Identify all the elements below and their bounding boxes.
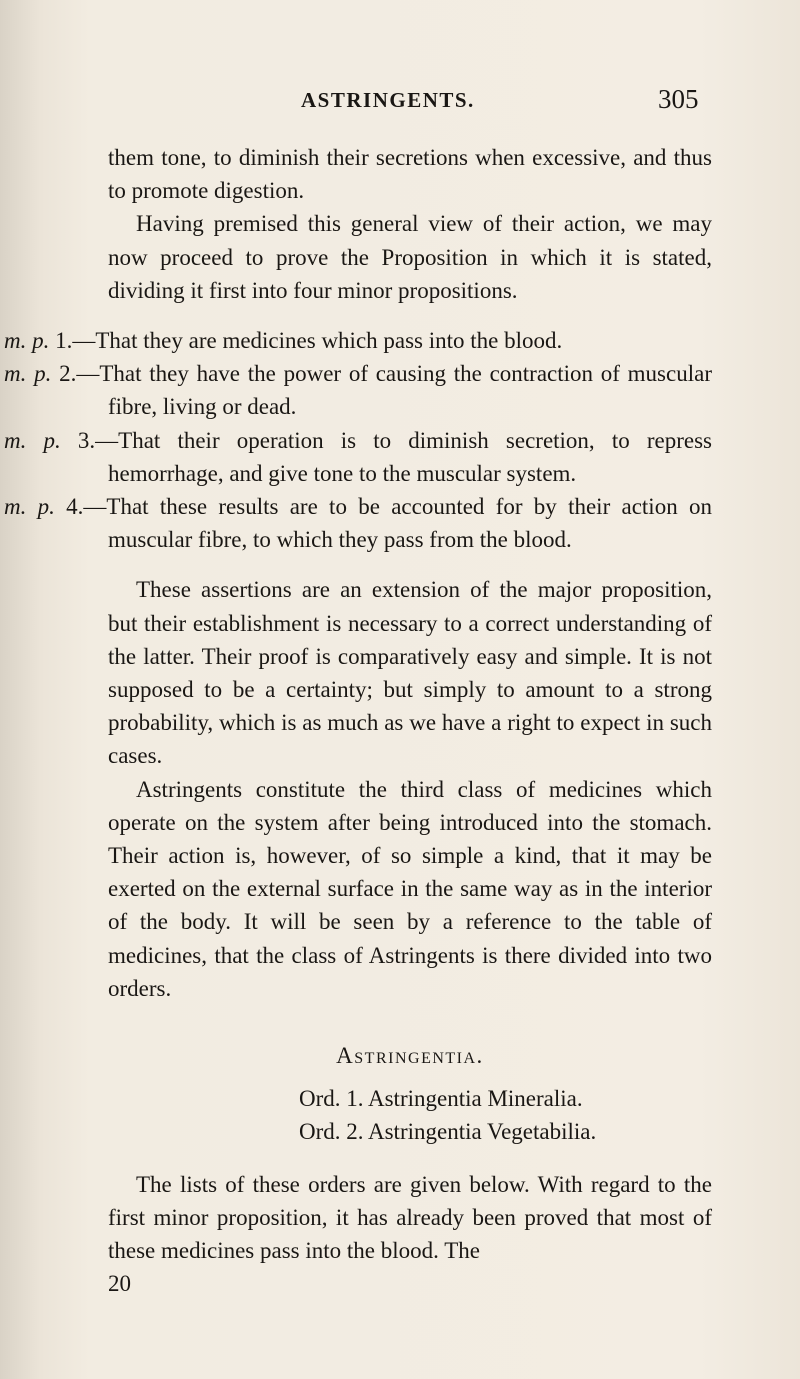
- order-item-1: Ord. 1. Astringentia Mineralia.: [299, 1086, 583, 1112]
- minor-proposition-4: [4, 490, 712, 556]
- paragraph-astringents-class: Astringents constitute the third class of medicines which operate on the system after being introduced into the stomach. Their action is, however, of so simple a kind, that it may be exerted on the external surface in the same way as in the interior of the body. It will be seen by a reference to the table of medicines, that the class of Astringents is there divided into two orders.: [108, 776, 712, 1001]
- minor-proposition-2: [4, 357, 712, 423]
- minor-proposition-1: [4, 324, 712, 357]
- paragraph-lists: The lists of these orders are given below. With regard to the first minor proposition, it has already been proved that most of these medicines pass into the blood. The: [108, 1171, 712, 1264]
- proposition-label: m. p.: [4, 427, 61, 453]
- proposition-label: m. p.: [4, 494, 55, 520]
- paragraph-premise: Having premised this general view of their action, we may now proceed to prove the Proposition in which it is stated, dividing it first into four minor propositions.: [108, 211, 712, 303]
- page-number: 305: [658, 84, 699, 114]
- orders-list: [299, 1082, 712, 1148]
- paragraph-continued: them tone, to diminish their secretions when excessive, and thus to promote digestion.: [108, 145, 712, 204]
- minor-propositions-list: [4, 324, 712, 556]
- proposition-text: 3.—That their operation is to diminish secretion, to repress hemorrhage, and give tone to the muscular system.: [60, 427, 712, 486]
- page-header: [0, 82, 800, 122]
- minor-proposition-3: [4, 424, 712, 490]
- section-title: Astringentia.: [336, 1043, 484, 1069]
- proposition-text: 4.—That these results are to be accounted for by their action on muscular fibre, to which they pass from the blood.: [54, 494, 712, 553]
- proposition-text: 1.—That they are medicines which pass into the blood.: [49, 328, 563, 354]
- discussion: [108, 573, 712, 1005]
- paragraph-assertions: These assertions are an extension of the major proposition, but their establishment is necessary to a correct understanding of the latter. Their proof is comparatively easy and simple. It is not supposed to be a certainty; but simply to amount to a strong probability, which is as much as we have a right to expect in such cases.: [108, 577, 712, 769]
- order-item-2: Ord. 2. Astringentia Vegetabilia.: [299, 1119, 597, 1145]
- running-head: ASTRINGENTS.: [301, 88, 475, 112]
- proposition-label: m. p.: [4, 328, 50, 354]
- signature-mark: 20: [108, 1271, 131, 1297]
- proposition-text: 2.—That they have the power of causing the contraction of muscular fibre, living or dead.: [51, 361, 712, 420]
- body-text: [4, 141, 712, 1300]
- closing: [108, 1168, 712, 1301]
- proposition-label: m. p.: [4, 361, 52, 387]
